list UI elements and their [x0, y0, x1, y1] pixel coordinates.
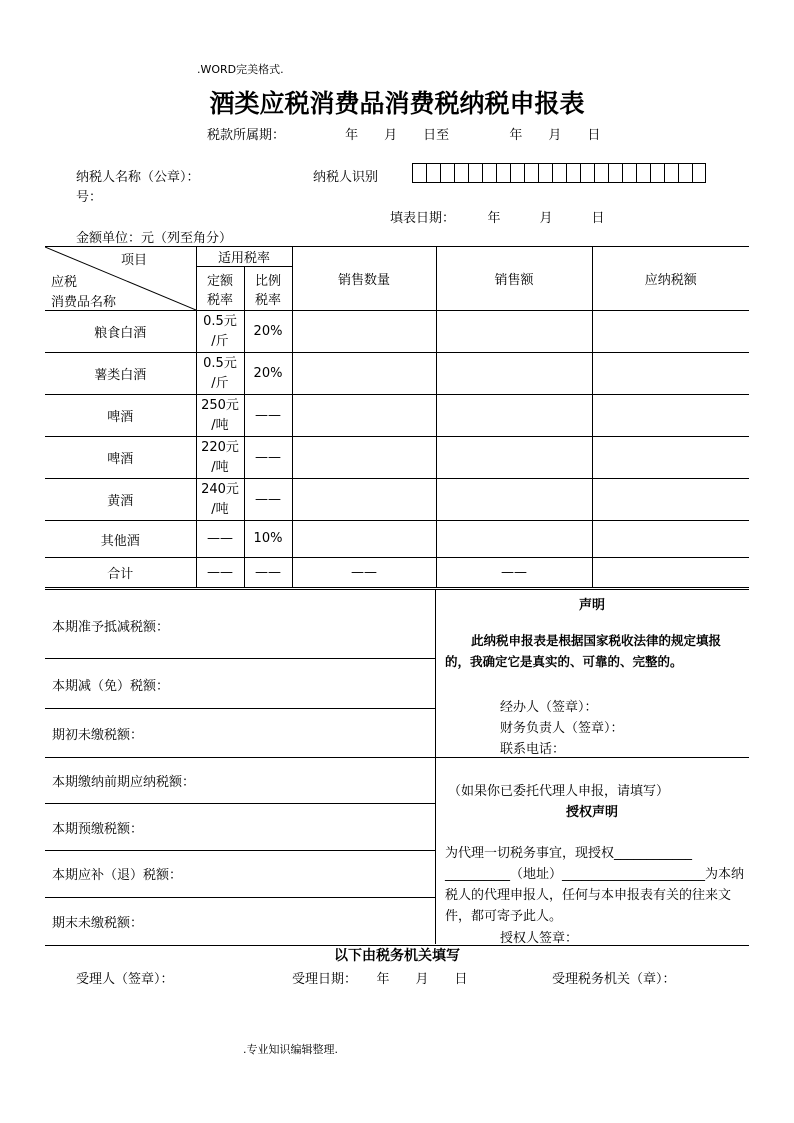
header-tax-due: 应纳税额 [592, 247, 749, 311]
authorizer-signature: 授权人签章： [500, 931, 579, 946]
divider [45, 803, 435, 804]
receiver-signature: 受理人（签章）： [76, 972, 174, 987]
row-prop-rate: —— [244, 395, 292, 437]
tax-period [207, 124, 600, 143]
field-opening-unpaid: 期初未缴税额： [52, 728, 144, 743]
page-title: 酒类应税消费品消费税纳税申报表 [209, 89, 585, 118]
contact-phone: 联系电话： [500, 742, 566, 757]
total-tax-due[interactable] [592, 558, 749, 588]
divider [45, 850, 435, 851]
row-tax-due[interactable] [592, 395, 749, 437]
row-prop-rate: 20% [244, 353, 292, 395]
amount-unit: 金额单位：元（列至角分） [76, 231, 233, 246]
tax-period-label: 税款所属期： [207, 128, 286, 143]
field-prepaid-tax: 本期预缴税额： [52, 822, 144, 837]
receiving-tax-office: 受理税务机关（章）： [552, 972, 676, 987]
header-fixed-rate: 定额 税率 [196, 267, 244, 311]
row-name: 薯类白酒 [45, 353, 196, 395]
payer-id-label-wrap: 号： [76, 190, 103, 205]
tax-office-section-title: 以下由税务机关填写 [334, 948, 460, 964]
header-amount: 销售额 [436, 247, 592, 311]
row-prop-rate: 10% [244, 521, 292, 558]
row-fixed-rate: 250元 /吨 [196, 395, 244, 437]
receive-date: 受理日期： 年 月 日 [292, 972, 468, 987]
row-quantity[interactable] [292, 353, 436, 395]
header-rate-group: 适用税率 [196, 247, 292, 267]
divider [45, 708, 435, 709]
field-supplement-refund: 本期应补（退）税额： [52, 868, 183, 883]
row-fixed-rate: 0.5元 /斤 [196, 353, 244, 395]
table-row [45, 479, 749, 521]
payer-id-boxes[interactable] [412, 163, 706, 183]
row-amount[interactable] [436, 521, 592, 558]
table-row [45, 395, 749, 437]
lower-section [45, 589, 749, 946]
divider [45, 658, 435, 659]
row-amount[interactable] [436, 437, 592, 479]
header-taxable-line1: 应税 [51, 275, 78, 290]
total-prop: —— [244, 558, 292, 588]
row-name: 其他酒 [45, 521, 196, 558]
tax-period-from: 年 月 日至 [345, 128, 450, 143]
row-name: 黄酒 [45, 479, 196, 521]
row-amount[interactable] [436, 395, 592, 437]
divider [45, 897, 435, 898]
total-quantity: —— [292, 558, 436, 588]
row-tax-due[interactable] [592, 479, 749, 521]
header-quantity: 销售数量 [292, 247, 436, 311]
payer-name-label: 纳税人名称（公章）： [76, 170, 200, 185]
agent-signature: 经办人（签章）： [500, 700, 598, 715]
authorization-note: （如果你已委托代理人申报，请填写） [448, 784, 670, 799]
row-quantity[interactable] [292, 479, 436, 521]
header-item-cell [45, 247, 196, 310]
table-row [45, 353, 749, 395]
field-deductible-tax: 本期准予抵减税额： [52, 620, 170, 635]
tax-table [45, 246, 749, 588]
header-taxable-line2: 消费品名称 [51, 295, 117, 310]
row-prop-rate: 20% [244, 311, 292, 353]
header-note: .WORD完美格式. [197, 63, 284, 76]
row-fixed-rate: 240元 /吨 [196, 479, 244, 521]
table-row [45, 311, 749, 353]
vertical-divider [435, 590, 436, 944]
row-amount[interactable] [436, 353, 592, 395]
row-tax-due[interactable] [592, 353, 749, 395]
declaration-text: 此纳税申报表是根据国家税收法律的规定填报的，我确定它是真实的、可靠的、完整的。 [445, 633, 722, 669]
total-name: 合计 [45, 558, 196, 588]
total-fixed: —— [196, 558, 244, 588]
payer-id-label: 纳税人识别 [313, 170, 379, 185]
field-prior-period-paid: 本期缴纳前期应纳税额： [52, 775, 196, 790]
header-item: 项目 [121, 253, 148, 268]
field-reduced-tax: 本期减（免）税额： [52, 679, 170, 694]
finance-signature: 财务负责人（签章）： [500, 721, 624, 736]
row-name: 啤酒 [45, 437, 196, 479]
total-amount: —— [436, 558, 592, 588]
fill-date: 填表日期： 年 月 日 [390, 211, 605, 226]
row-fixed-rate: —— [196, 521, 244, 558]
row-tax-due[interactable] [592, 521, 749, 558]
divider [45, 757, 749, 758]
authorization-text: 为代理一切税务事宜，现授权____________ __________（地址）______________________为本纳税人的代理申报人，任何与本申报表有关的往来文件，都可寄予此人。 [445, 846, 745, 924]
row-prop-rate: —— [244, 437, 292, 479]
declaration-title: 声明 [578, 598, 605, 613]
row-prop-rate: —— [244, 479, 292, 521]
header-prop-rate: 比例 税率 [244, 267, 292, 311]
tax-period-to: 年 月 日 [509, 128, 601, 143]
row-quantity[interactable] [292, 521, 436, 558]
row-amount[interactable] [436, 479, 592, 521]
authorization-title: 授权声明 [565, 805, 618, 820]
footer-note: .专业知识编辑整理. [243, 1043, 338, 1056]
row-tax-due[interactable] [592, 311, 749, 353]
table-row [45, 521, 749, 558]
row-quantity[interactable] [292, 437, 436, 479]
row-quantity[interactable] [292, 311, 436, 353]
row-amount[interactable] [436, 311, 592, 353]
row-fixed-rate: 220元 /吨 [196, 437, 244, 479]
row-name: 粮食白酒 [45, 311, 196, 353]
row-tax-due[interactable] [592, 437, 749, 479]
field-closing-unpaid: 期末未缴税额： [52, 916, 144, 931]
row-name: 啤酒 [45, 395, 196, 437]
table-row [45, 437, 749, 479]
total-row [45, 558, 749, 588]
row-fixed-rate: 0.5元 /斤 [196, 311, 244, 353]
row-quantity[interactable] [292, 395, 436, 437]
